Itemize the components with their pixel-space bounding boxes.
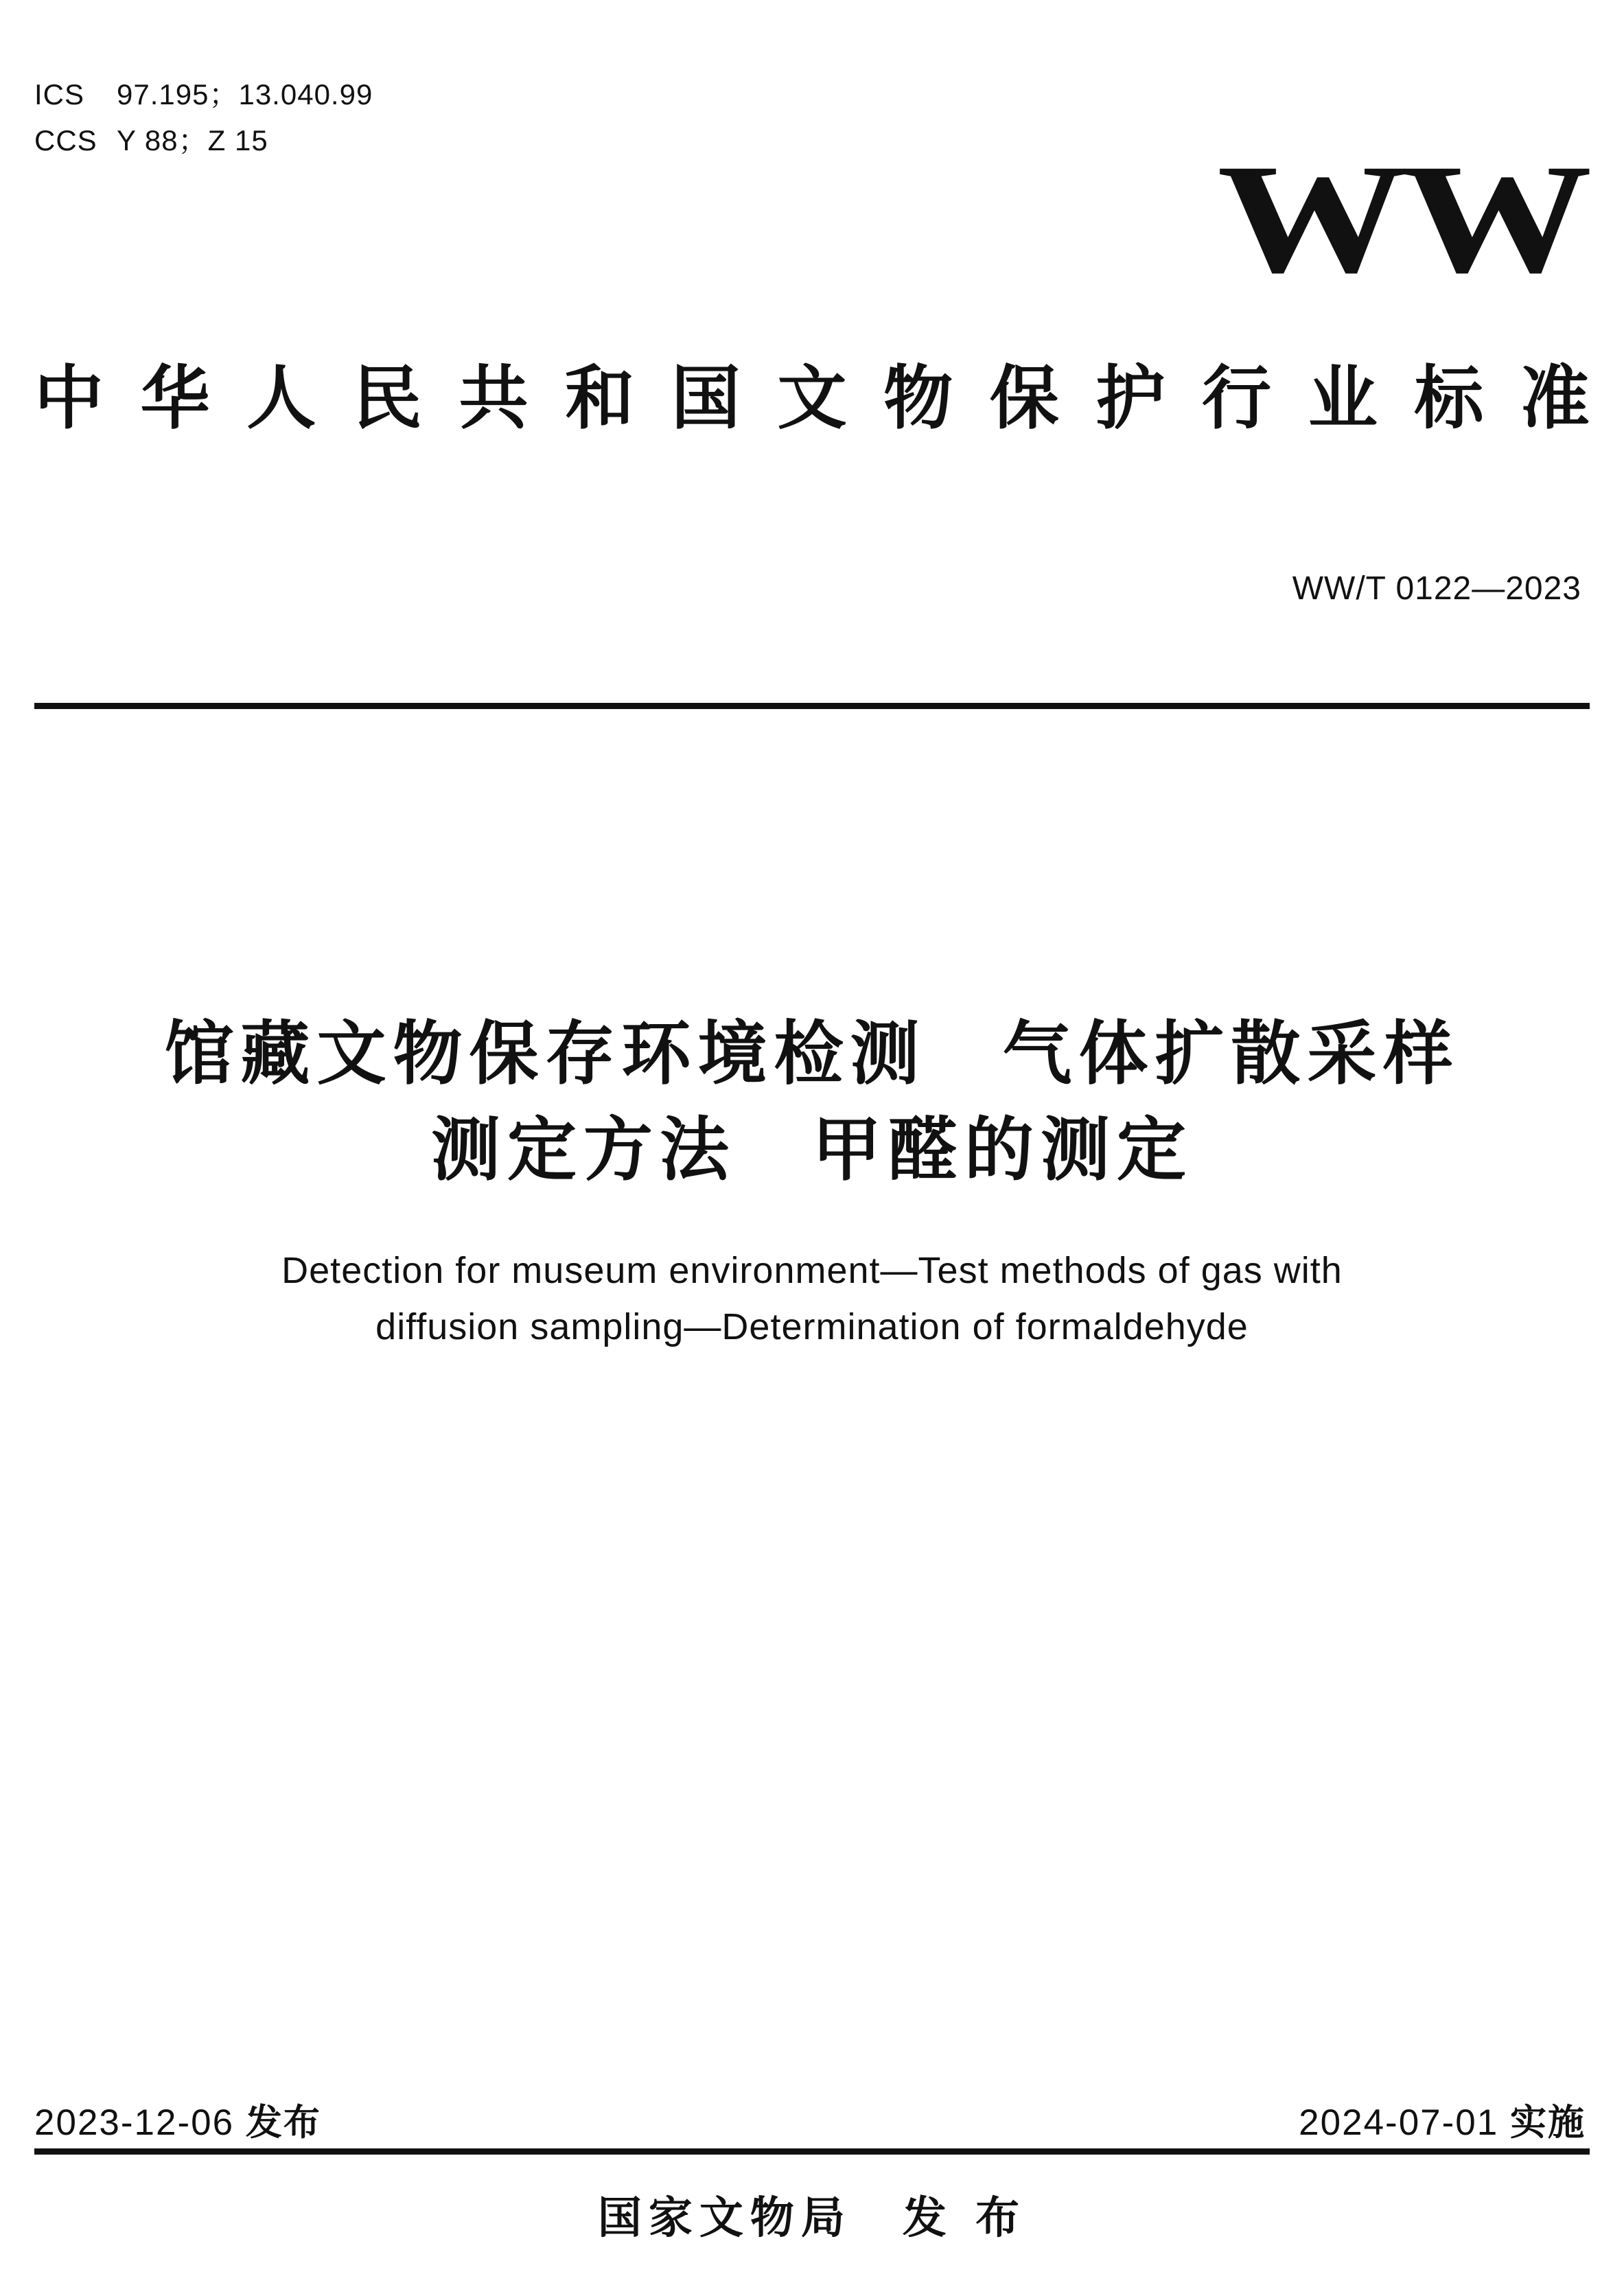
standard-category-title: 中华人民共和国文物保护行业标准 [34, 358, 1590, 439]
standard-number: WW/T 0122—2023 [1292, 570, 1581, 607]
implementation-date-value: 2024-07-01 [1299, 2102, 1499, 2143]
bottom-divider [34, 2148, 1590, 2155]
ccs-code [34, 118, 268, 159]
ics-code [34, 72, 373, 113]
publish-date-value: 2023-12-06 [34, 2102, 235, 2143]
standard-logo: WW [1217, 132, 1586, 305]
ccs-label: CCS [34, 124, 97, 156]
chinese-title-line-2: 测定方法 甲醛的测定 [430, 1109, 1193, 1190]
ccs-value: Y 88；Z 15 [117, 124, 268, 156]
publish-date [34, 2094, 321, 2146]
ics-label: ICS [34, 78, 85, 111]
top-divider [34, 703, 1590, 709]
implementation-label: 实施 [1510, 2102, 1586, 2144]
english-title-line-2: diffusion sampling—Determination of formaldehyde [375, 1306, 1249, 1347]
chinese-title-line-1: 馆藏文物保存环境检测 气体扩散采样 [164, 1013, 1460, 1094]
publish-label: 发布 [245, 2102, 321, 2144]
english-title-line-1: Detection for museum environment—Test methods of gas with [281, 1250, 1343, 1291]
ics-value: 97.195；13.040.99 [117, 78, 373, 111]
publisher: 国家文物局 发 布 [597, 2193, 1027, 2244]
implementation-date [1299, 2094, 1586, 2146]
